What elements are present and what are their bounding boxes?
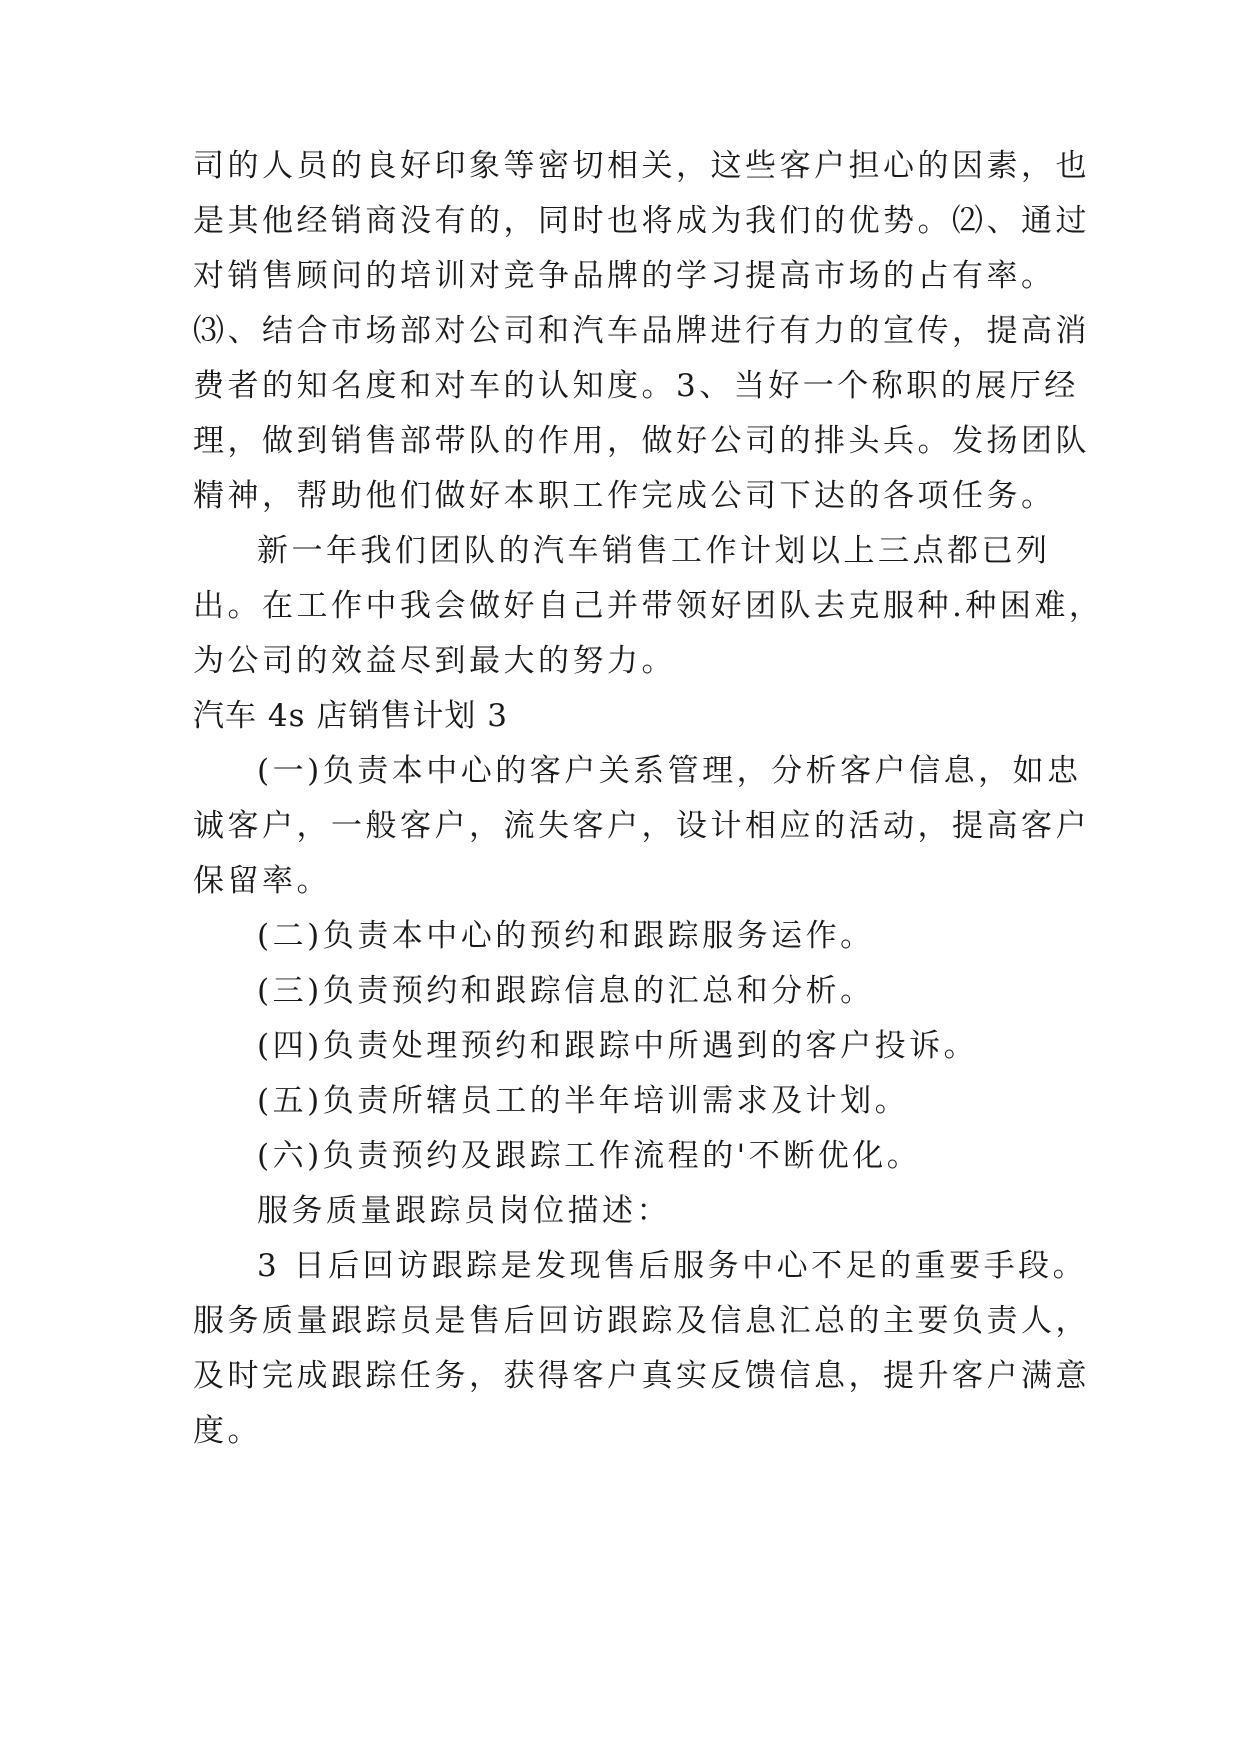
paragraph-line: 出。在工作中我会做好自己并带领好团队去克服种.种困难， bbox=[193, 588, 1104, 624]
paragraph-line: 为公司的效益尽到最大的努力。 bbox=[193, 643, 676, 679]
paragraph-line: ⑶、结合市场部对公司和汽车品牌进行有力的宣传，提高消 bbox=[193, 313, 1090, 349]
paragraph-line: (一)负责本中心的客户关系管理，分析客户信息，如忠 bbox=[257, 753, 1082, 789]
paragraph-line: 对销售顾问的培训对竞争品牌的学习提高市场的占有率。 bbox=[193, 258, 1056, 294]
list-item: (四)负责处理预约和跟踪中所遇到的客户投诉。 bbox=[257, 1028, 979, 1064]
subheading: 服务质量跟踪员岗位描述： bbox=[257, 1193, 671, 1229]
list-item: (六)负责预约及跟踪工作流程的'不断优化。 bbox=[257, 1138, 922, 1174]
list-item: (五)负责所辖员工的半年培训需求及计划。 bbox=[257, 1083, 910, 1119]
paragraph-line: 及时完成跟踪任务，获得客户真实反馈信息，提升客户满意 bbox=[193, 1358, 1090, 1394]
paragraph-line: 3 日后回访跟踪是发现售后服务中心不足的重要手段。 bbox=[257, 1248, 1088, 1284]
paragraph-line: 度。 bbox=[193, 1413, 262, 1449]
paragraph-line: 司的人员的良好印象等密切相关，这些客户担心的因素，也 bbox=[193, 148, 1090, 184]
paragraph-line: 费者的知名度和对车的认知度。3、当好一个称职的展厅经 bbox=[193, 368, 1079, 404]
paragraph-line: 诚客户，一般客户，流失客户，设计相应的活动，提高客户 bbox=[193, 808, 1090, 844]
paragraph-line: 服务质量跟踪员是售后回访跟踪及信息汇总的主要负责人， bbox=[193, 1303, 1090, 1339]
paragraph-line: 新一年我们团队的汽车销售工作计划以上三点都已列 bbox=[257, 533, 1051, 569]
paragraph-line: 理，做到销售部带队的作用，做好公司的排头兵。发扬团队 bbox=[193, 423, 1090, 459]
paragraph-line: 保留率。 bbox=[193, 863, 331, 899]
list-item: (三)负责预约和跟踪信息的汇总和分析。 bbox=[257, 973, 875, 1009]
section-heading: 汽车 4s 店销售计划 3 bbox=[193, 698, 508, 734]
paragraph-line: 精神，帮助他们做好本职工作完成公司下达的各项任务。 bbox=[193, 478, 1056, 514]
paragraph-line: 是其他经销商没有的，同时也将成为我们的优势。⑵、通过 bbox=[193, 203, 1090, 239]
list-item: (二)负责本中心的预约和跟踪服务运作。 bbox=[257, 918, 875, 954]
